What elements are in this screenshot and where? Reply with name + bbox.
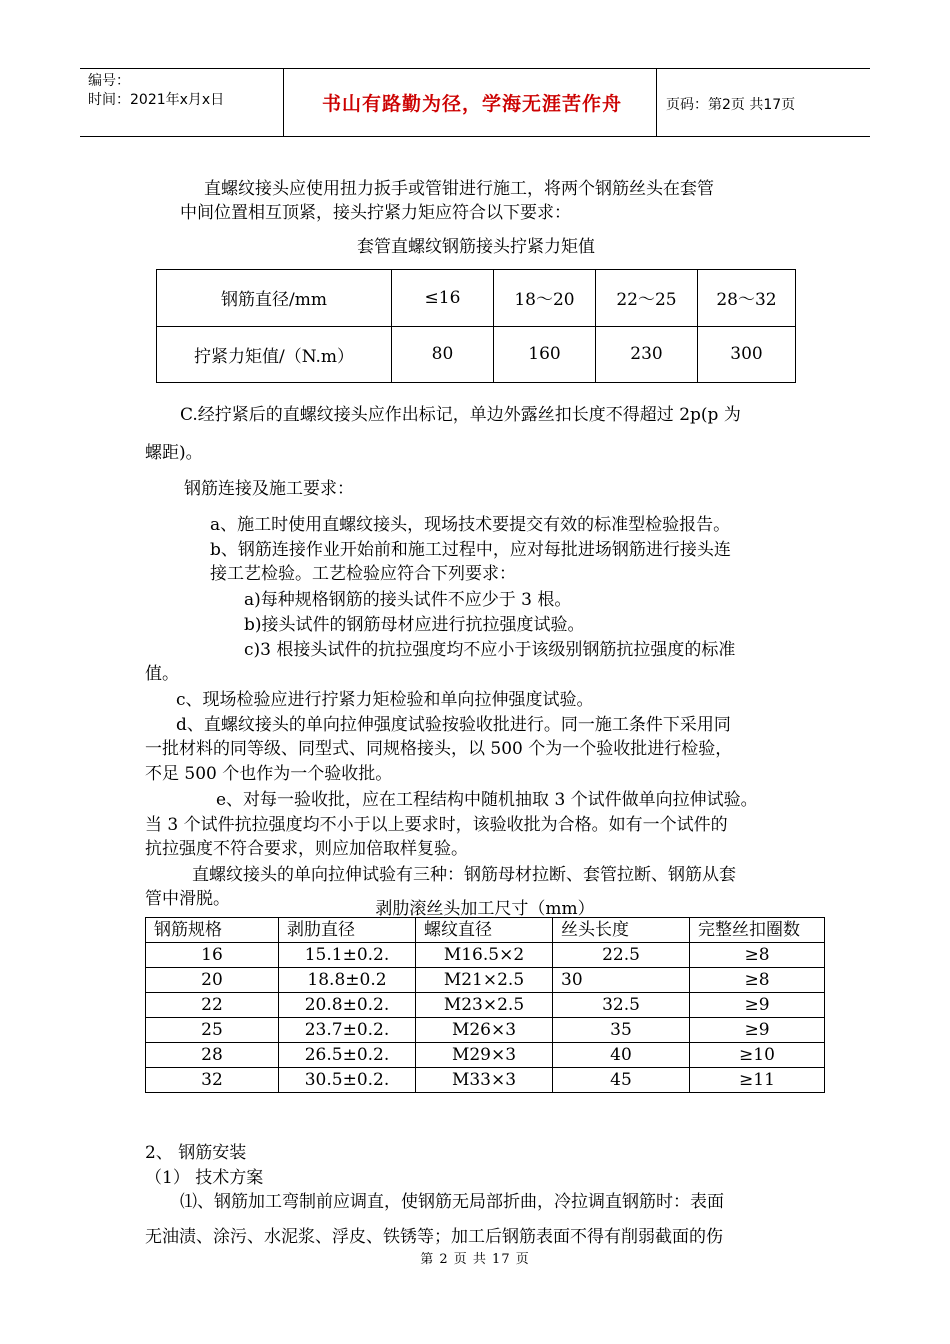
table-cell: 30 — [553, 968, 690, 993]
torque-table — [156, 269, 796, 383]
table-row — [146, 1043, 825, 1068]
table-cell: 16 — [146, 943, 279, 968]
table-cell: 300 — [698, 326, 796, 383]
table-cell: ≥8 — [690, 968, 825, 993]
paragraph-line: 直螺纹接头的单向拉伸试验有三种：钢筋母材拉断、套管拉断、钢筋从套 — [192, 865, 736, 885]
paragraph-line: e、对每一验收批，应在工程结构中随机抽取 3 个试件做单向拉伸试验。 — [216, 790, 758, 810]
table-row — [146, 968, 825, 993]
paragraph-line: 直螺纹接头应使用扭力扳手或管钳进行施工，将两个钢筋丝头在套管 — [204, 179, 714, 199]
paragraph-line: ⑴、钢筋加工弯制前应调直，使钢筋无局部折曲，冷拉调直钢筋时：表面 — [180, 1192, 724, 1212]
table-cell: M23×2.5 — [416, 993, 553, 1018]
header-page-info: 页码：第2页 共17页 — [666, 97, 796, 113]
table-cell: 32 — [146, 1068, 279, 1093]
paragraph-line: b)接头试件的钢筋母材应进行抗拉强度试验。 — [244, 615, 585, 635]
subsection-heading: （1） 技术方案 — [145, 1168, 264, 1188]
table-cell: M29×3 — [416, 1043, 553, 1068]
thread-table — [145, 917, 825, 1093]
section-heading: 2、 钢筋安装 — [145, 1143, 247, 1163]
table-header-row — [146, 918, 825, 943]
table-cell: 160 — [494, 326, 596, 383]
table-cell: 25 — [146, 1018, 279, 1043]
paragraph-line: C.经拧紧后的直螺纹接头应作出标记，单边外露丝扣长度不得超过 2p(p 为 — [180, 405, 741, 425]
paragraph-line: 中间位置相互顶紧，接头拧紧力矩应符合以下要求： — [180, 203, 571, 223]
page-header — [80, 68, 870, 137]
table-cell: ≥9 — [690, 1018, 825, 1043]
paragraph-line: 无油渍、涂污、水泥浆、浮皮、铁锈等；加工后钢筋表面不得有削弱截面的伤 — [145, 1227, 723, 1247]
header-divider — [283, 69, 284, 136]
paragraph-line: c)3 根接头试件的抗拉强度均不应小于该级别钢筋抗拉强度的标准 — [244, 640, 736, 660]
table-cell: 钢筋直径/mm — [157, 270, 392, 327]
table-row — [146, 943, 825, 968]
table-row — [146, 1018, 825, 1043]
table-cell: 18～20 — [494, 270, 596, 327]
table-cell: M26×3 — [416, 1018, 553, 1043]
table-cell: ≥9 — [690, 993, 825, 1018]
paragraph-line: 管中滑脱。 — [145, 889, 230, 909]
table-cell: 28 — [146, 1043, 279, 1068]
header-motto: 书山有路勤为径，学海无涯苦作舟 — [321, 93, 622, 115]
table-cell: 18.8±0.2 — [279, 968, 416, 993]
paragraph-line: c、现场检验应进行拧紧力矩检验和单向拉伸强度试验。 — [176, 690, 594, 710]
paragraph-line: 一批材料的同等级、同型式、同规格接头，以 500 个为一个验收批进行检验， — [145, 739, 733, 759]
paragraph-line: a)每种规格钢筋的接头试件不应少于 3 根。 — [244, 590, 572, 610]
paragraph-line: 抗拉强度不符合要求，则应加倍取样复验。 — [145, 839, 468, 859]
table-cell: ≥11 — [690, 1068, 825, 1093]
table-row — [157, 326, 796, 383]
table-cell: 40 — [553, 1043, 690, 1068]
table-cell: ≤16 — [392, 270, 494, 327]
table-cell: 32.5 — [553, 993, 690, 1018]
table-cell: M16.5×2 — [416, 943, 553, 968]
section-label: 钢筋连接及施工要求： — [184, 479, 354, 499]
paragraph-line: d、直螺纹接头的单向拉伸强度试验按验收批进行。同一施工条件下采用同 — [176, 715, 731, 735]
table-row — [157, 270, 796, 327]
table-row — [146, 993, 825, 1018]
paragraph-line: 不足 500 个也作为一个验收批。 — [145, 764, 393, 784]
document-number-label: 编号： — [88, 73, 130, 89]
table-cell: 28～32 — [698, 270, 796, 327]
column-header: 剥肋直径 — [279, 918, 416, 943]
paragraph-line: 值。 — [145, 664, 179, 684]
table-cell: 23.7±0.2. — [279, 1018, 416, 1043]
table-row — [146, 1068, 825, 1093]
table-cell: 20.8±0.2. — [279, 993, 416, 1018]
table-cell: 20 — [146, 968, 279, 993]
paragraph-line: 螺距)。 — [145, 443, 203, 463]
paragraph-line: a、施工时使用直螺纹接头，现场技术要提交有效的标准型检验报告。 — [210, 515, 731, 535]
table-cell: 15.1±0.2. — [279, 943, 416, 968]
table-cell: M21×2.5 — [416, 968, 553, 993]
column-header: 钢筋规格 — [146, 918, 279, 943]
table-cell: ≥8 — [690, 943, 825, 968]
table-cell: 22.5 — [553, 943, 690, 968]
table-cell: 80 — [392, 326, 494, 383]
column-header: 完整丝扣圈数 — [690, 918, 825, 943]
table-cell: 230 — [596, 326, 698, 383]
table-cell: 26.5±0.2. — [279, 1043, 416, 1068]
thread-table-caption: 剥肋滚丝头加工尺寸（mm） — [375, 899, 595, 919]
table-cell: ≥10 — [690, 1043, 825, 1068]
table-cell: 22～25 — [596, 270, 698, 327]
paragraph-line: b、钢筋连接作业开始前和施工过程中，应对每批进场钢筋进行接头连 — [210, 540, 731, 560]
paragraph-line: 接工艺检验。工艺检验应符合下列要求： — [210, 564, 516, 584]
column-header: 丝头长度 — [553, 918, 690, 943]
table-cell: M33×3 — [416, 1068, 553, 1093]
paragraph-line: 当 3 个试件抗拉强度均不小于以上要求时，该验收批为合格。如有一个试件的 — [145, 815, 728, 835]
page-footer: 第 2 页 共 17 页 — [420, 1252, 530, 1267]
header-meta — [88, 72, 224, 110]
document-date-label: 时间：2021年x月x日 — [88, 92, 225, 108]
torque-table-caption: 套管直螺纹钢筋接头拧紧力矩值 — [357, 237, 595, 257]
table-cell: 45 — [553, 1068, 690, 1093]
table-cell: 35 — [553, 1018, 690, 1043]
table-cell: 拧紧力矩值/（N.m） — [157, 326, 392, 383]
table-cell: 30.5±0.2. — [279, 1068, 416, 1093]
table-cell: 22 — [146, 993, 279, 1018]
column-header: 螺纹直径 — [416, 918, 553, 943]
